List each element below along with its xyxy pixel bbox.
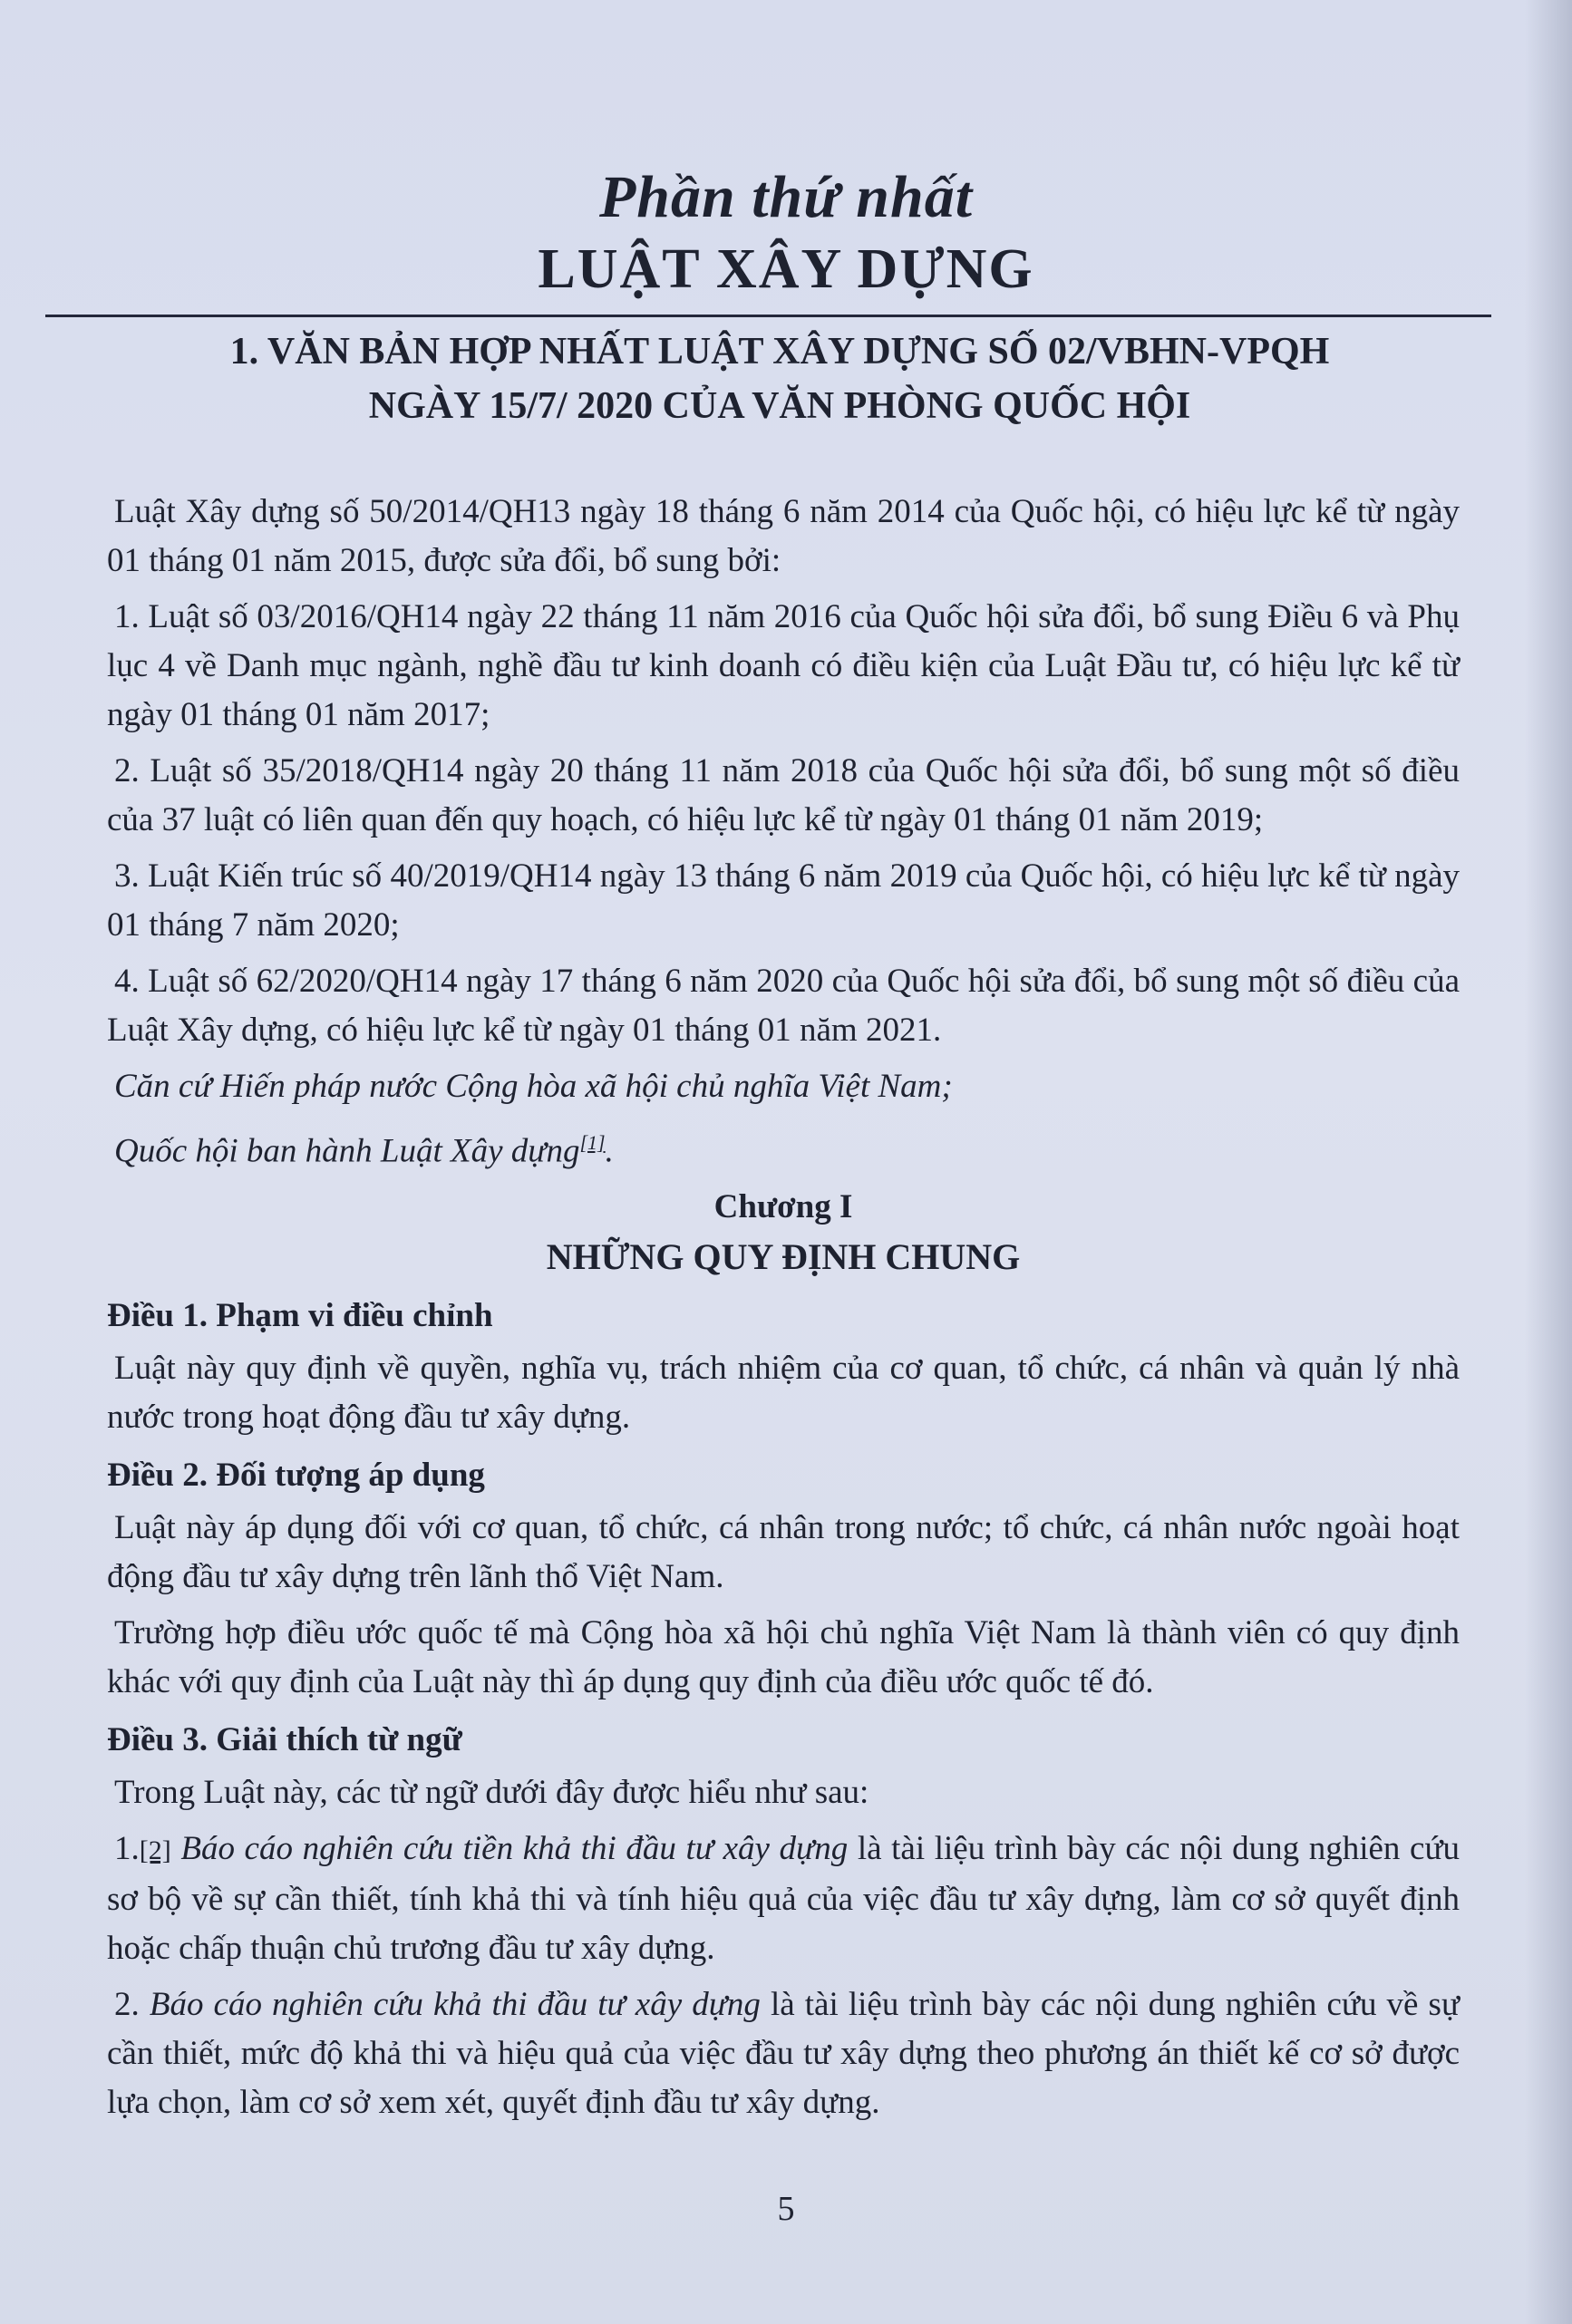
definition-2: [107, 1980, 1460, 2127]
definition-2-text: là tài liệu trình bày các nội dung nghiên cứu về sự cần thiết, mức độ khả thi và hiệu quả của việc đầu tư xây dựng theo phương án thiết kế cơ sở được lựa chọn, làm cơ sở xem xét, quyết định đầu tư xây dựng.: [107, 1986, 1460, 2122]
law-title: LUẬT XÂY DỰNG: [538, 238, 1034, 300]
definition-2-term: Báo cáo nghiên cứu khả thi đầu tư xây dựng: [149, 1986, 761, 2024]
article-3-intro: Trong Luật này, các từ ngữ dưới đây được hiểu như sau:: [114, 1774, 869, 1812]
page-number: 5: [777, 2190, 795, 2228]
article-2-title: Điều 2. Đối tượng áp dụng: [107, 1457, 485, 1495]
enactment-period: .: [605, 1132, 614, 1170]
definition-1-text: là tài liệu trình bày các nội dung nghiên cứu sơ bộ về sự cần thiết, tính khả thi và tính hiệu quả của việc đầu tư xây dựng, làm cơ sở quyết định hoặc chấp thuận chủ trương đầu tư xây dựng.: [107, 1830, 1460, 1968]
article-2-text-2: Trường hợp điều ước quốc tế mà Cộng hòa xã hội chủ nghĩa Việt Nam là thành viên có quy định khác với quy định của Luật này thì áp dụng quy định của điều ước quốc tế đó.: [107, 1614, 1460, 1701]
legal-basis: Căn cứ Hiến pháp nước Cộng hòa xã hội chủ nghĩa Việt Nam;: [114, 1068, 953, 1105]
intro-paragraph: Luật Xây dựng số 50/2014/QH13 ngày 18 tháng 6 năm 2014 của Quốc hội, có hiệu lực kể từ ngày 01 tháng 01 năm 2015, được sửa đổi, bổ sung bởi:: [107, 493, 1460, 579]
document-title: [91, 324, 1469, 433]
title-divider: [45, 315, 1491, 317]
definition-2-number: 2.: [114, 1986, 150, 2024]
footnote-1-link[interactable]: [1]: [579, 1131, 606, 1154]
article-1-text: Luật này quy định về quyền, nghĩa vụ, trách nhiệm của cơ quan, tổ chức, cá nhân và quản lý nhà nước trong hoạt động đầu tư xây dựng.: [107, 1350, 1460, 1437]
document-title-line-2: NGÀY 15/7/ 2020 CỦA VĂN PHÒNG QUỐC HỘI: [368, 385, 1191, 427]
enactment-clause: [107, 1118, 1460, 1176]
chapter-label: Chương I: [713, 1188, 853, 1226]
document-title-line-1: 1. VĂN BẢN HỢP NHẤT LUẬT XÂY DỰNG SỐ 02/VBHN-VPQH: [229, 331, 1330, 373]
amendment-2: 2. Luật số 35/2018/QH14 ngày 20 tháng 11 năm 2018 của Quốc hội sửa đổi, bổ sung một số điều của 37 luật có liên quan đến quy hoạch, có hiệu lực kể từ ngày 01 tháng 01 năm 2019;: [107, 752, 1460, 838]
definition-1-number: 1.: [114, 1830, 140, 1868]
amendment-1: 1. Luật số 03/2016/QH14 ngày 22 tháng 11 năm 2016 của Quốc hội sửa đổi, bổ sung Điều 6 và Phụ lục 4 về Danh mục ngành, nghề đầu tư kinh doanh có điều kiện của Luật Đầu tư, có hiệu lực kể từ ngày 01 tháng 01 năm 2017;: [107, 598, 1460, 733]
definition-1-term: Báo cáo nghiên cứu tiền khả thi đầu tư xây dựng: [180, 1830, 849, 1868]
amendment-3: 3. Luật Kiến trúc số 40/2019/QH14 ngày 13 tháng 6 năm 2019 của Quốc hội, có hiệu lực kể từ ngày 01 tháng 7 năm 2020;: [107, 857, 1460, 944]
page-content: [107, 488, 1460, 2135]
footnote-2-link[interactable]: [2]: [139, 1835, 171, 1866]
definition-1: [107, 1825, 1460, 1973]
part-title: Phần thứ nhất: [598, 164, 974, 230]
article-3-title: Điều 3. Giải thích từ ngữ: [107, 1721, 462, 1759]
chapter-name: NHỮNG QUY ĐỊNH CHUNG: [546, 1236, 1021, 1278]
article-1-title: Điều 1. Phạm vi điều chỉnh: [107, 1297, 493, 1335]
amendment-4: 4. Luật số 62/2020/QH14 ngày 17 tháng 6 năm 2020 của Quốc hội sửa đổi, bổ sung một số điều của Luật Xây dựng, có hiệu lực kể từ ngày 01 tháng 01 năm 2021.: [107, 963, 1460, 1049]
article-2-text-1: Luật này áp dụng đối với cơ quan, tổ chức, cá nhân trong nước; tổ chức, cá nhân nước ngoài hoạt động đầu tư xây dựng trên lãnh thổ Việt Nam.: [107, 1509, 1460, 1596]
enactment-text: Quốc hội ban hành Luật Xây dựng: [114, 1132, 580, 1170]
